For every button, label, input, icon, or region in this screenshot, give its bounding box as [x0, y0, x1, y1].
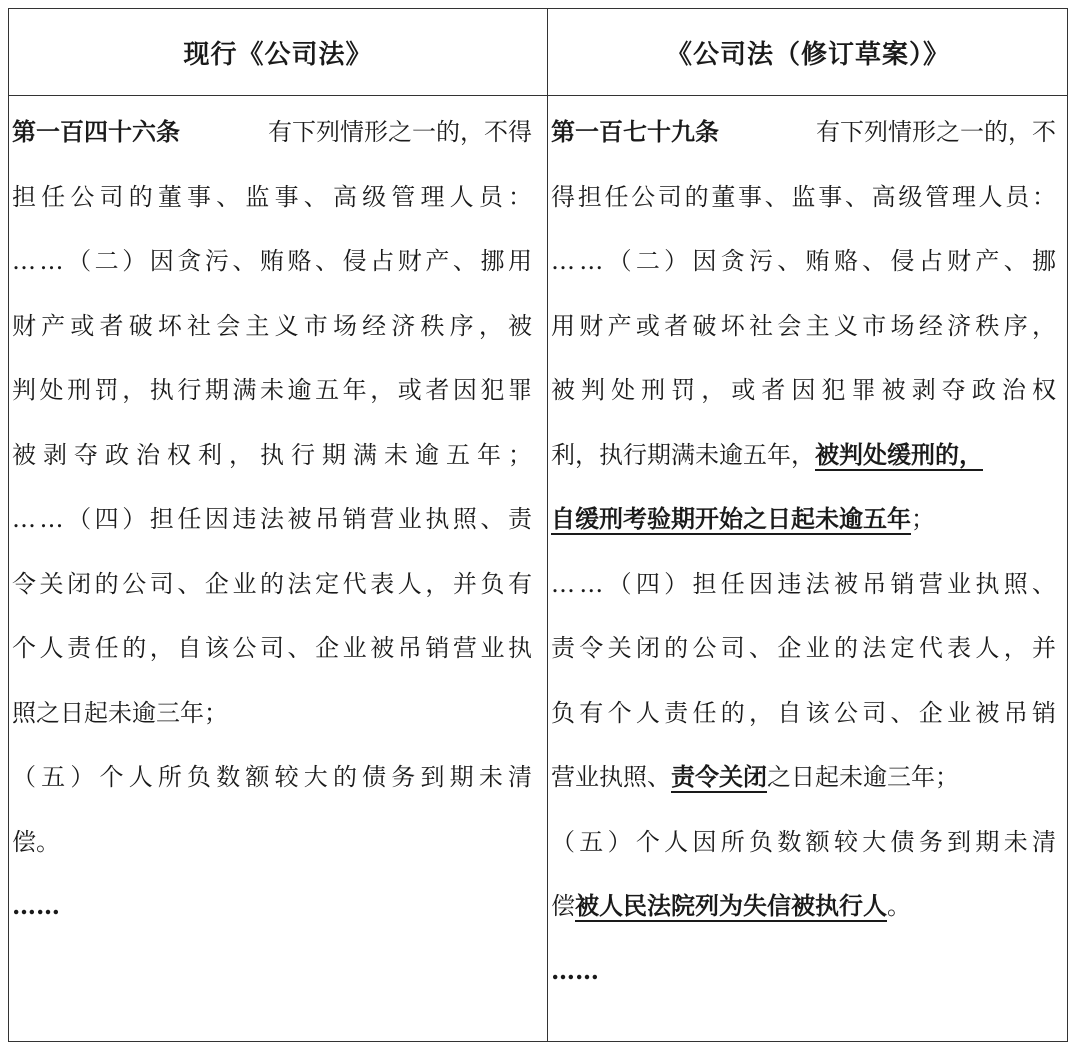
text-line [12, 487, 536, 552]
text-line [12, 358, 536, 423]
text-line [12, 810, 532, 875]
text-line [12, 616, 536, 681]
column-divider [547, 9, 548, 1041]
amended-text: 责令关闭 [671, 762, 767, 791]
text-line [551, 552, 1061, 617]
text-segment: 照之日起未逾三年； [12, 698, 228, 727]
text-segment: ……（二）因贪污、贿赂、侵占财产、挪用 [12, 247, 536, 275]
text-line [551, 100, 1056, 165]
text-segment: 判处刑罚，执行期满未逾五年，或者因犯罪 [12, 376, 536, 404]
text-line [551, 874, 1056, 939]
text-segment: 得担任公司的董事、监事、高级管理人员： [551, 182, 1059, 211]
text-segment: ……（二）因贪污、贿赂、侵占财产、挪 [551, 247, 1061, 275]
text-line [551, 423, 1056, 488]
amended-text: 自缓刑考验期开始之日起未逾五年 [551, 504, 911, 533]
text-line [12, 100, 532, 165]
text-segment: 财产或者破坏社会主义市场经济秩序，被 [12, 311, 538, 340]
text-line [551, 810, 1061, 875]
text-segment: 有下列情形之一的，不得 [268, 118, 532, 146]
text-line [551, 294, 1061, 359]
article-number: 第一百七十九条 [551, 117, 719, 146]
text-line [551, 745, 1056, 810]
text-segment: ； [911, 505, 935, 533]
text-line [551, 358, 1063, 423]
text-segment: 之日起未逾三年； [767, 763, 959, 791]
current-law-cell [12, 100, 539, 939]
text-line [551, 229, 1061, 294]
header-current-law: 现行《公司法》 [183, 39, 373, 70]
text-line [12, 165, 538, 230]
text-line [12, 294, 538, 359]
text-segment: 令关闭的公司、企业的法定代表人，并负有 [12, 569, 536, 598]
text-segment: 偿。 [12, 827, 60, 856]
article-number: 第一百四十六条 [12, 117, 180, 146]
text-segment: 被剥夺政治权利，执行期满未逾五年； [12, 440, 539, 469]
text-line [551, 487, 1056, 552]
text-segment: 负有个人责任的，自该公司、企业被吊销 [551, 698, 1061, 727]
text-line [551, 939, 1056, 1004]
text-segment: ……（四）担任因违法被吊销营业执照、 [551, 569, 1061, 598]
amended-text: 被判处缓刑的， [815, 439, 983, 469]
ellipsis: …… [12, 891, 60, 920]
text-segment: 。 [887, 892, 911, 920]
header-revised-draft: 《公司法（修订草案）》 [665, 39, 950, 70]
text-line [12, 229, 536, 294]
text-line [551, 165, 1059, 230]
text-segment: 营业执照、 [551, 763, 671, 791]
text-line [12, 874, 532, 939]
text-segment: 偿 [551, 892, 575, 920]
text-segment: 担任公司的董事、监事、高级管理人员： [12, 182, 538, 211]
text-segment: 利，执行期满未逾五年， [551, 440, 815, 469]
text-line [12, 552, 536, 617]
text-line [12, 681, 532, 746]
text-line [12, 745, 538, 810]
text-segment: 被判处刑罚，或者因犯罪被剥夺政治权 [551, 376, 1063, 404]
revised-draft-cell [551, 100, 1063, 1003]
text-segment: （五）个人因所负数额较大债务到期未清 [551, 827, 1061, 856]
ellipsis: …… [551, 955, 599, 985]
text-segment: 个人责任的，自该公司、企业被吊销营业执 [12, 634, 536, 662]
text-segment: 责令关闭的公司、企业的法定代表人，并 [551, 634, 1061, 662]
text-line [551, 616, 1061, 681]
text-line [551, 681, 1061, 746]
text-segment: （五）个人所负数额较大的债务到期未清 [12, 763, 538, 791]
text-segment: 用财产或者破坏社会主义市场经济秩序， [551, 311, 1061, 340]
amended-text: 被人民法院列为失信被执行人 [575, 891, 887, 920]
header-divider [9, 95, 1067, 96]
text-segment: ……（四）担任因违法被吊销营业执照、责 [12, 505, 536, 533]
text-line [12, 423, 539, 488]
text-segment: 有下列情形之一的，不 [816, 118, 1056, 146]
